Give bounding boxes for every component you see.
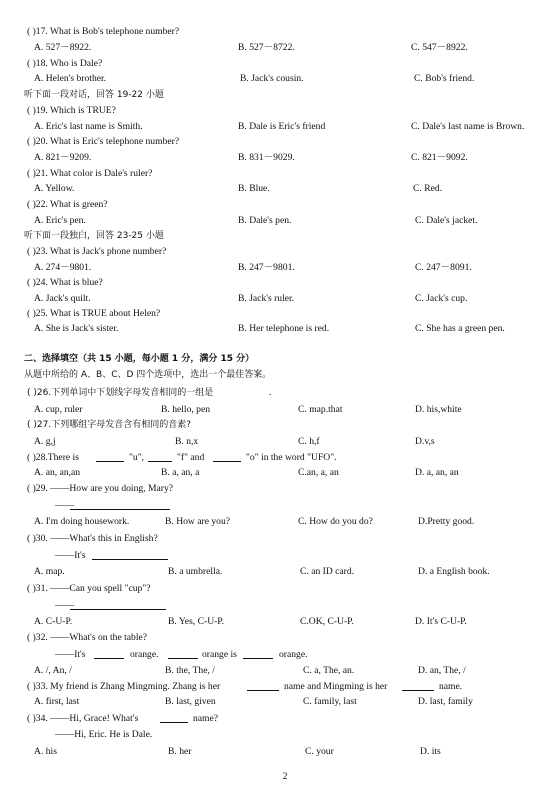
option-a[interactable]: A. an, an,an	[34, 467, 81, 478]
answer-blank[interactable]	[70, 599, 166, 610]
option-d[interactable]: D.Pretty good.	[418, 516, 475, 527]
option-a[interactable]: A. I'm doing housework.	[34, 516, 130, 527]
option-d[interactable]: D.v,s	[415, 436, 435, 447]
option-a[interactable]: A. 274－9801.	[34, 262, 92, 273]
option-a[interactable]: A. 821－9209.	[34, 152, 92, 163]
answer-blank-2[interactable]	[148, 451, 172, 462]
option-a[interactable]: A. Yellow.	[34, 183, 75, 194]
option-a[interactable]: A. C-U-P.	[34, 616, 73, 627]
option-b[interactable]: B. 247－9801.	[238, 262, 295, 273]
option-b[interactable]: B. 831－9029.	[238, 152, 295, 163]
q31-reply: ——	[0, 599, 559, 613]
q29-reply: ——	[0, 499, 559, 513]
q26-options	[0, 403, 559, 417]
answer-blank-1[interactable]	[96, 451, 124, 462]
page-number: 2	[282, 771, 288, 782]
q29-stem: ( )29. ——How are you doing, Mary?	[27, 483, 174, 494]
q24-options	[0, 292, 559, 306]
option-c[interactable]: C. map.that	[298, 404, 343, 415]
option-a[interactable]: A. Jack's quilt.	[34, 293, 91, 304]
option-b[interactable]: B. Dale's pen.	[238, 215, 292, 226]
q33-stem: ( )33. My friend is Zhang Mingming. Zhang is her name and Mingming is her name.	[27, 681, 463, 692]
option-c[interactable]: C. 547－8922.	[411, 42, 468, 53]
q22-stem: ( )22. What is green?	[27, 199, 108, 210]
option-b[interactable]: B. Her telephone is red.	[238, 323, 330, 334]
option-b[interactable]: B. Jack's ruler.	[238, 293, 295, 304]
q20-options	[0, 151, 559, 165]
q29-options	[0, 515, 559, 529]
q31-options	[0, 615, 559, 629]
option-a[interactable]: A. Eric's pen.	[34, 215, 86, 226]
option-b[interactable]: B. the, The, /	[165, 665, 215, 676]
option-b[interactable]: B. hello, pen	[161, 404, 211, 415]
option-d[interactable]: D. a English book.	[418, 566, 490, 577]
q30-reply: ——It's	[0, 549, 559, 563]
option-b[interactable]: B. How are you?	[165, 516, 231, 527]
option-c[interactable]: C. How do you do?	[298, 516, 373, 527]
q34-reply: ——Hi, Eric. He is Dale.	[55, 729, 153, 740]
q34-stem: ( )34. ——Hi, Grace! What's name?	[27, 713, 219, 724]
q21-options	[0, 182, 559, 196]
section2-instruction: 从题中所给的 A、B、C、D 四个选项中，选出一个最佳答案。	[24, 370, 272, 380]
q17-stem: ( )17. What is Bob's telephone number?	[27, 26, 180, 37]
q20-stem: ( )20. What is Eric's telephone number?	[27, 136, 180, 147]
option-d[interactable]: D. an, The, /	[418, 665, 466, 676]
q21-stem: ( )21. What color is Dale's ruler?	[27, 168, 153, 179]
q28-stem: ( )28.There is "u", "f" and "o" in the word "UFO".	[27, 452, 337, 463]
option-c[interactable]: C. an ID card.	[300, 566, 355, 577]
q25-options	[0, 322, 559, 336]
q22-options	[0, 214, 559, 228]
option-b[interactable]: B. Yes, C-U-P.	[168, 616, 224, 627]
q31-stem: ( )31. ——Can you spell "cup"?	[27, 583, 151, 594]
option-c[interactable]: C. 247－8091.	[415, 262, 472, 273]
option-a[interactable]: A. his	[34, 746, 57, 757]
q23-stem: ( )23. What is Jack's phone number?	[27, 246, 167, 257]
option-d[interactable]: D. his,white	[415, 404, 462, 415]
option-a[interactable]: A. /, An, /	[34, 665, 72, 676]
option-b[interactable]: B. Dale is Eric's friend	[238, 121, 326, 132]
q24-stem: ( )24. What is blue?	[27, 277, 103, 288]
option-d[interactable]: D. a, an, an	[415, 467, 459, 478]
option-a[interactable]: A. 527－8922.	[34, 42, 92, 53]
section-heading-19-22: 听下面一段对话，回答 19-22 小题	[24, 90, 164, 100]
answer-blank-1[interactable]	[94, 648, 124, 659]
q32-options	[0, 664, 559, 678]
option-b[interactable]: B. Jack's cousin.	[240, 73, 304, 84]
q19-stem: ( )19. Which is TRUE?	[27, 105, 116, 116]
q23-options	[0, 261, 559, 275]
q17-options	[0, 41, 559, 55]
option-c[interactable]: C. family, last	[303, 696, 357, 707]
option-c[interactable]: C. Bob's friend.	[414, 73, 475, 84]
option-c[interactable]: C. She has a green pen.	[415, 323, 505, 334]
option-c[interactable]: C.OK, C-U-P.	[300, 616, 354, 627]
q27-stem: ( )27.下列哪组字母发音含有相同的音素?	[27, 420, 191, 430]
answer-blank[interactable]	[160, 712, 188, 723]
option-a[interactable]: A. first, last	[34, 696, 80, 707]
section2-title: 二、选择填空（共 15 小题，每小题 1 分，满分 15 分）	[24, 354, 255, 364]
q33-options	[0, 695, 559, 709]
option-a[interactable]: A. She is Jack's sister.	[34, 323, 119, 334]
answer-blank[interactable]	[70, 499, 170, 510]
option-d[interactable]: D. It's C-U-P.	[415, 616, 467, 627]
option-c[interactable]: C. a, The, an.	[303, 665, 355, 676]
option-b[interactable]: B. n,x	[175, 436, 199, 447]
option-b[interactable]: B. 527－8722.	[238, 42, 295, 53]
option-b[interactable]: B. her	[168, 746, 192, 757]
option-b[interactable]: B. a umbrella.	[168, 566, 223, 577]
option-b[interactable]: B. a, an, a	[161, 467, 200, 478]
q27-options	[0, 435, 559, 449]
option-c[interactable]: C. your	[305, 746, 334, 757]
answer-blank-3[interactable]	[243, 648, 273, 659]
option-b[interactable]: B. last, given	[165, 696, 216, 707]
option-c[interactable]: C. Jack's cup.	[415, 293, 468, 304]
option-a[interactable]: A. Helen's brother.	[34, 73, 107, 84]
answer-blank-2[interactable]	[168, 648, 198, 659]
answer-blank-3[interactable]	[213, 451, 241, 462]
option-c[interactable]: C. 821－9092.	[411, 152, 468, 163]
option-c[interactable]: C. Red.	[413, 183, 443, 194]
q30-options	[0, 565, 559, 579]
q32-reply: ——It's orange. orange is orange.	[55, 649, 308, 660]
option-c[interactable]: C.an, a, an	[298, 467, 339, 478]
option-c[interactable]: C. Dale's jacket.	[415, 215, 478, 226]
q34-options	[0, 745, 559, 759]
q19-options	[0, 120, 559, 134]
q32-stem: ( )32. ——What's on the table?	[27, 632, 148, 643]
q18-stem: ( )18. Who is Dale?	[27, 58, 103, 69]
q26-stem: ( )26.下列单词中下划线字母发音相同的一组是 .	[27, 387, 272, 398]
section-heading-23-25: 听下面一段独白，回答 23-25 小题	[24, 231, 164, 241]
option-d[interactable]: D. its	[420, 746, 441, 757]
option-a[interactable]: A. g,j	[34, 436, 56, 447]
answer-blank-1[interactable]	[247, 680, 279, 691]
option-b[interactable]: B. Blue.	[238, 183, 270, 194]
q28-options	[0, 466, 559, 480]
option-a[interactable]: A. map.	[34, 566, 65, 577]
option-a[interactable]: A. Eric's last name is Smith.	[34, 121, 143, 132]
option-c[interactable]: C. h,f	[298, 436, 320, 447]
q25-stem: ( )25. What is TRUE about Helen?	[27, 308, 161, 319]
answer-blank-2[interactable]	[402, 680, 434, 691]
option-c[interactable]: C. Dale's last name is Brown.	[411, 121, 525, 132]
q30-stem: ( )30. ——What's this in English?	[27, 533, 158, 544]
answer-blank[interactable]	[92, 549, 168, 560]
option-d[interactable]: D. last, family	[418, 696, 473, 707]
option-a[interactable]: A. cup, ruler	[34, 404, 83, 415]
q18-options	[0, 72, 559, 86]
